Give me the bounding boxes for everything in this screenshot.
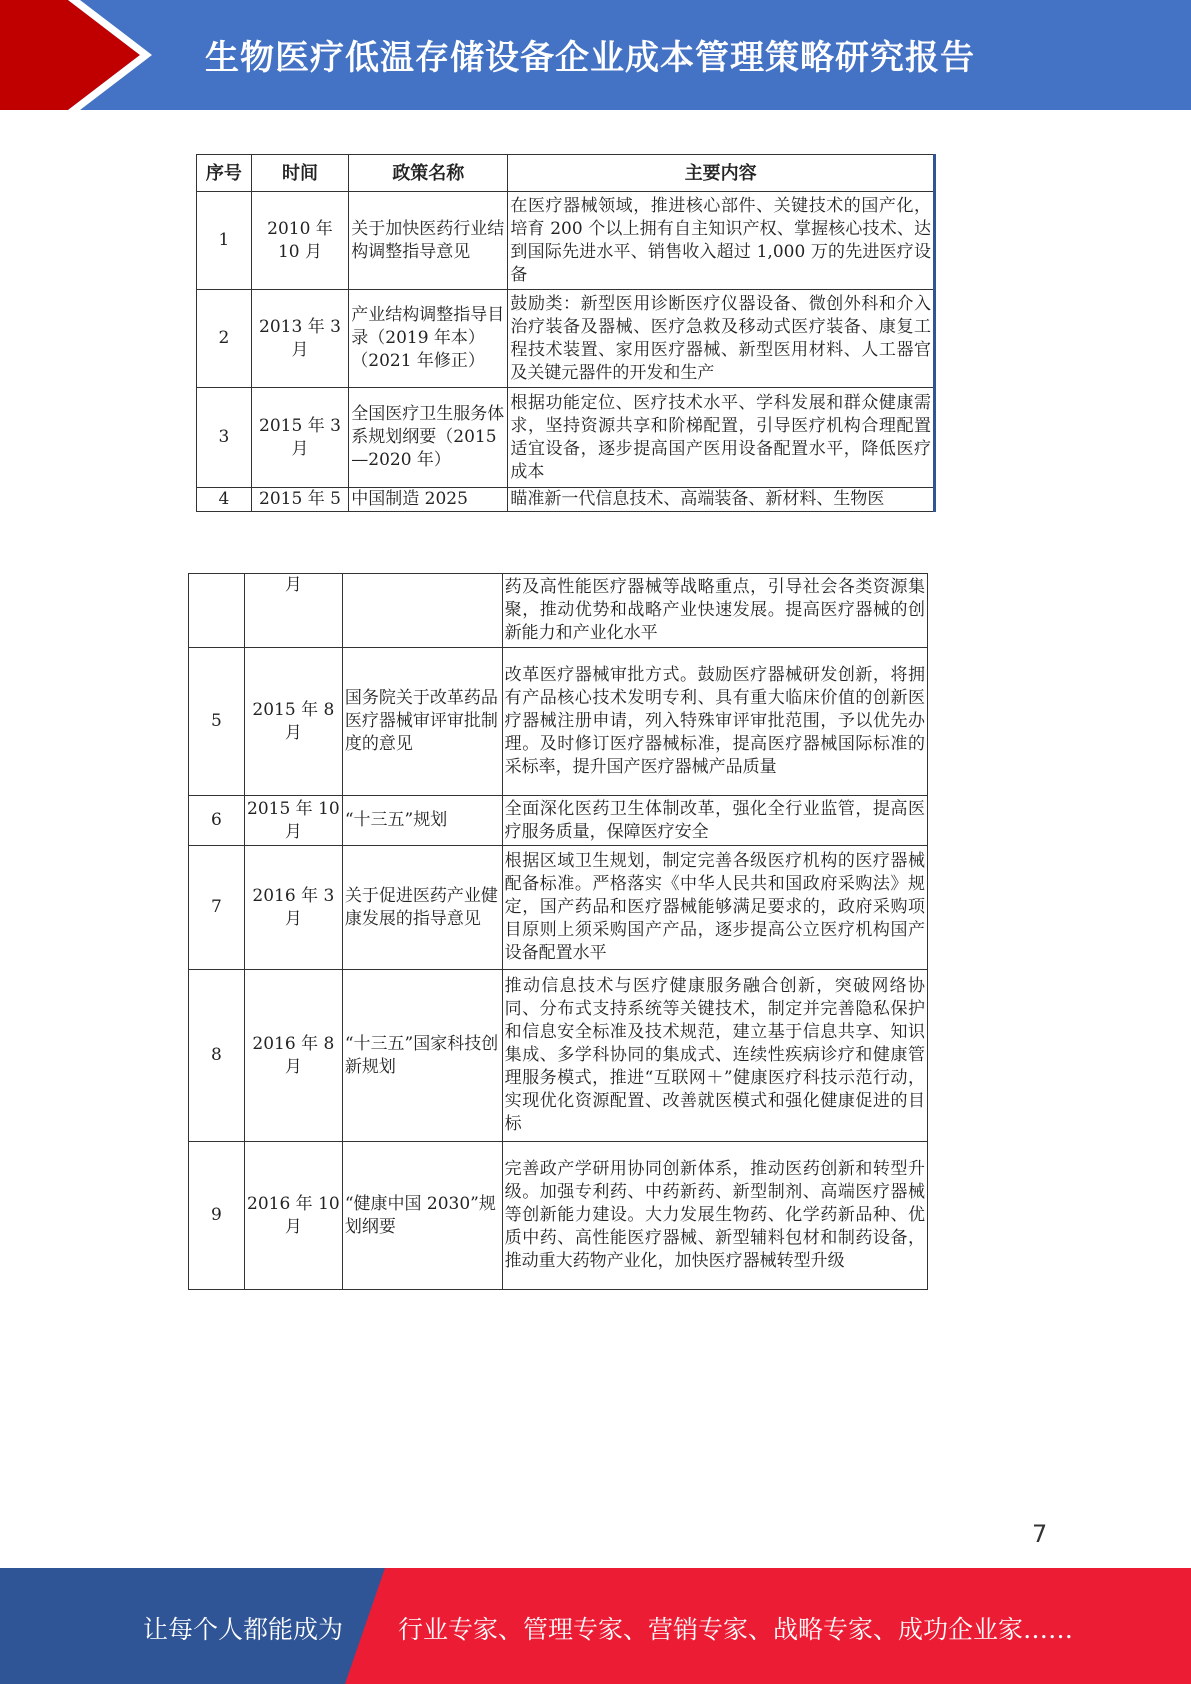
report-title: 生物医疗低温存储设备企业成本管理策略研究报告 [205,38,975,78]
row-policy-name: 关于加快医药行业结构调整指导意见 [349,192,508,290]
row-time: 2010 年 10 月 [251,192,349,290]
row-content: 全面深化医药卫生体制改革，强化全行业监管，提高医疗服务质量，保障医疗安全 [502,796,927,846]
row-content: 鼓励类：新型医用诊断医疗仪器设备、微创外科和介入治疗装备及器械、医疗急救及移动式医疗装备、康复工程技术装置、家用医疗器械、新型医用材料、人工器官及关键元器件的开发和生产 [508,290,935,388]
column-header-no: 序号 [197,155,252,192]
table-row [189,648,928,796]
row-time: 2016 年 3 月 [244,846,342,970]
table-header-row [197,155,935,192]
row-no: 1 [197,192,252,290]
table-row [189,574,928,648]
table-row [189,846,928,970]
row-time: 2013 年 3 月 [251,290,349,388]
table-row [197,488,935,512]
row-time: 2015 年 10 月 [244,796,342,846]
row-no: 3 [197,388,252,488]
row-policy-name [342,574,502,648]
column-header-content: 主要内容 [508,155,935,192]
table-row [197,290,935,388]
header-banner [0,0,1191,110]
row-content: 在医疗器械领域，推进核心部件、关键技术的国产化，培育 200 个以上拥有自主知识产权、掌握核心技术、达到国际先进水平、销售收入超过 1,000 万的先进医疗设备 [508,192,935,290]
row-content: 改革医疗器械审批方式。鼓励医疗器械研发创新，将拥有产品核心技术发明专利、具有重大临床价值的创新医疗器械注册申请，列入特殊审评审批范围，予以优先办理。及时修订医疗器械标准，提高医疗器械国际标准的采标率，提升国产医疗器械产品质量 [502,648,927,796]
table-row [189,796,928,846]
row-time: 2015 年 5 [251,488,349,512]
row-content: 推动信息技术与医疗健康服务融合创新，突破网络协同、分布式支持系统等关键技术，制定并完善隐私保护和信息安全标准及技术规范，建立基于信息共享、知识集成、多学科协同的集成式、连续性疾病诊疗和健康管理服务模式，推进“互联网＋”健康医疗科技示范行动，实现优化资源配置、改善就医模式和强化健康促进的目标 [502,970,927,1142]
row-policy-name: “十三五”规划 [342,796,502,846]
column-header-name: 政策名称 [349,155,508,192]
footer-slogan-left: 让每个人都能成为 [143,1615,344,1644]
row-content: 根据区域卫生规划，制定完善各级医疗机构的医疗器械配备标准。严格落实《中华人民共和国政府采购法》规定，国产药品和医疗器械能够满足要求的，政府采购项目原则上须采购国产产品，逐步提高公立医疗机构国产设备配置水平 [502,846,927,970]
row-no: 9 [189,1142,245,1290]
row-policy-name: 国务院关于改革药品医疗器械审评审批制度的意见 [342,648,502,796]
row-policy-name: “健康中国 2030”规划纲要 [342,1142,502,1290]
row-policy-name: 关于促进医药产业健康发展的指导意见 [342,846,502,970]
row-time: 2015 年 8 月 [244,648,342,796]
column-header-time: 时间 [251,155,349,192]
row-content: 瞄准新一代信息技术、高端装备、新材料、生物医 [508,488,935,512]
row-policy-name: “十三五”国家科技创新规划 [342,970,502,1142]
row-no: 7 [189,846,245,970]
row-no: 6 [189,796,245,846]
row-time: 2015 年 3 月 [251,388,349,488]
table-row [189,1142,928,1290]
page-number: 7 [1032,1520,1048,1548]
table-row [189,970,928,1142]
row-time: 2016 年 10 月 [244,1142,342,1290]
row-time: 2016 年 8 月 [244,970,342,1142]
footer-slogan-right: 行业专家、管理专家、营销专家、战略专家、成功企业家…… [398,1615,1074,1644]
row-time: 月 [244,574,342,648]
row-no [189,574,245,648]
row-no: 4 [197,488,252,512]
row-no: 2 [197,290,252,388]
row-policy-name: 中国制造 2025 [349,488,508,512]
row-content: 完善政产学研用协同创新体系，推动医药创新和转型升级。加强专利药、中药新药、新型制剂、高端医疗器械等创新能力建设。大力发展生物药、化学药新品种、优质中药、高性能医疗器械、新型辅料包材和制药设备，推动重大药物产业化，加快医疗器械转型升级 [502,1142,927,1290]
row-content: 根据功能定位、医疗技术水平、学科发展和群众健康需求，坚持资源共享和阶梯配置，引导医疗机构合理配置适宜设备，逐步提高国产医用设备配置水平，降低医疗成本 [508,388,935,488]
header-red-arrow [0,0,150,110]
policy-table-part1 [196,154,936,512]
row-content: 药及高性能医疗器械等战略重点，引导社会各类资源集聚，推动优势和战略产业快速发展。提高医疗器械的创新能力和产业化水平 [502,574,927,648]
row-no: 5 [189,648,245,796]
policy-table-part2 [188,573,928,1290]
table-row [197,192,935,290]
row-policy-name: 产业结构调整指导目录（2019 年本）（2021 年修正） [349,290,508,388]
table-row [197,388,935,488]
row-policy-name: 全国医疗卫生服务体系规划纲要（2015—2020 年） [349,388,508,488]
footer-banner [0,1568,1191,1684]
row-no: 8 [189,970,245,1142]
